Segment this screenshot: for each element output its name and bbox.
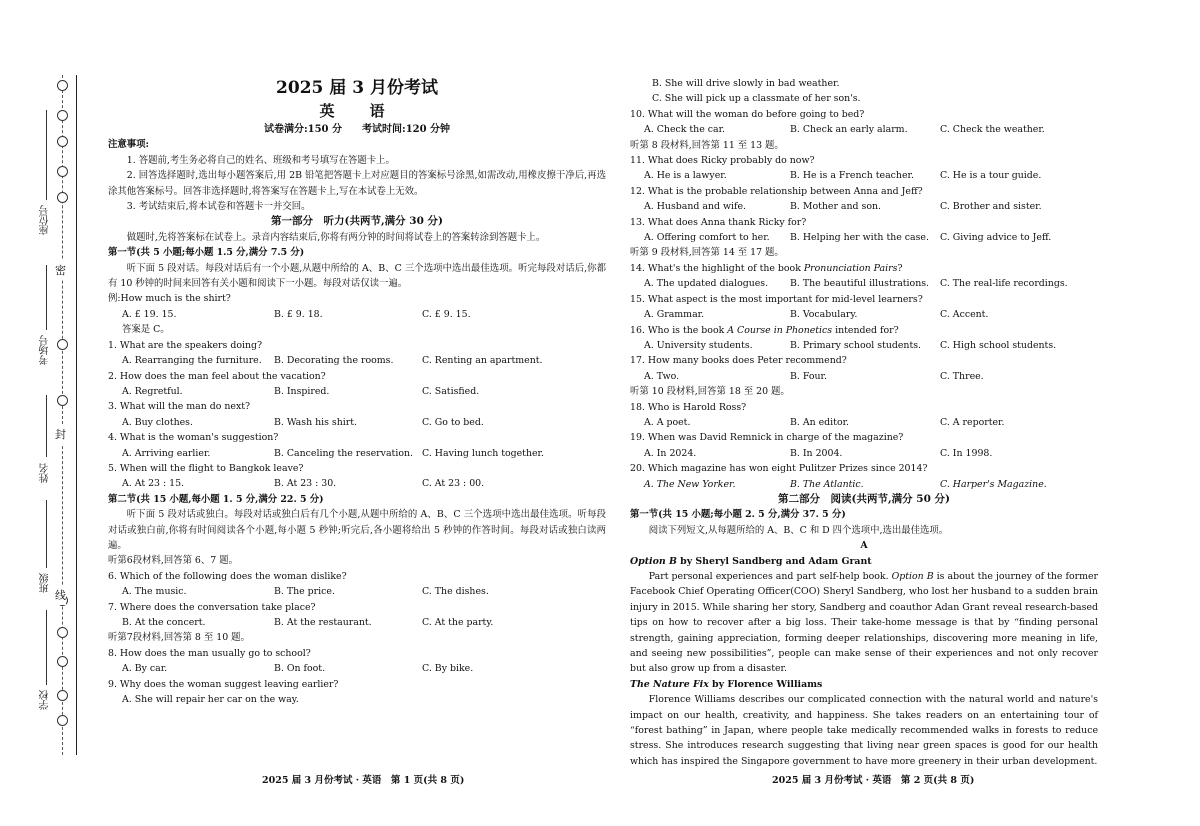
option[interactable]: B. The beautiful illustrations. (790, 278, 930, 290)
option[interactable]: A. Two. (644, 370, 680, 382)
question-group-15 (630, 292, 1098, 323)
option[interactable]: A. Grammar. (644, 309, 705, 321)
room-number-label: 考场号 (40, 335, 51, 365)
example-options (108, 307, 606, 322)
question-text: 11. What does Ricky probably do now? (630, 155, 815, 167)
option[interactable]: B. The price. (274, 586, 335, 598)
option[interactable]: A. A poet. (644, 416, 691, 428)
class-label: 班级 (40, 573, 51, 593)
question-text: 14. What's the highlight of the book (630, 262, 804, 274)
binding-hole (57, 166, 68, 177)
option[interactable]: B. Inspired. (274, 385, 330, 397)
option[interactable]: B. Check an early alarm. (790, 124, 908, 136)
options-row (108, 415, 606, 430)
footer-right: 2025 届 3 月份考试 · 英语 第 2 页(共 8 页) (772, 775, 975, 786)
options-20 (630, 477, 1098, 492)
options-16 (630, 338, 1098, 353)
option[interactable]: C. High school students. (940, 339, 1057, 351)
right-column (630, 76, 1098, 769)
options-row (630, 168, 1098, 183)
part2-heading: 第二部分 阅读(共两节,满分 50 分) (777, 492, 950, 505)
book2-text: Florence Williams describes our complicated connection with the natural world and nature's impact on our health, creativity, and happiness. She takes readers on an entertaining tour of “forest bathing” in Japan, where people take medically recommended walks in forests to reduce stress. She introduces research suggesting that living near green spaces is good for our health which has inspired the Singapore government to have more greenery in their urban development. (630, 694, 1098, 767)
question-text: 3. What will the man do next? (108, 401, 251, 413)
question-group-10 (630, 107, 1098, 138)
option[interactable]: A. Husband and wife. (644, 201, 746, 213)
option[interactable]: C. Satisfied. (422, 385, 480, 397)
question-group-8 (108, 646, 606, 677)
book-author: by Florence Williams (708, 678, 823, 690)
question-text: 16. Who is the book (630, 324, 728, 336)
options-row (108, 384, 606, 399)
book1-heading (630, 554, 1098, 569)
options-row (108, 615, 606, 630)
options-row (630, 199, 1098, 214)
section2-instruction: 听下面 5 段对话或独白。每段对话或独白后有几个小题,从题中所给的 A、B、C 三个选项中选出最佳选项。听每段对话或独白前,你将有时间阅读各个小题,每小题 5 秒钟;听完后,各小题将给出 5 秒钟的作答时间。每段对话或独白读两遍。 (108, 509, 606, 551)
cut-line (62, 75, 63, 755)
question-14 (630, 261, 1098, 276)
binding-hole (57, 395, 68, 406)
cut-char-feng: 封 (55, 424, 66, 444)
section1-heading: 第一节(共 5 小题;每小题 1.5 分,满分 7.5 分) (108, 247, 305, 259)
option[interactable]: A. The music. (122, 586, 187, 598)
note-item: 1. 答题前,考生务必将自己的姓名、班级和考号填写在答题卡上。 (126, 154, 395, 166)
material-intro: 听第 9 段材料,回答第 14 至 17 题。 (630, 247, 784, 259)
option[interactable]: A. Check the car. (644, 124, 726, 136)
binding-line (76, 75, 77, 755)
option[interactable]: C. A reporter. (940, 416, 1005, 428)
options-14 (630, 276, 1098, 291)
question-text: 1. What are the speakers doing? (108, 339, 263, 351)
passage-text: is about the journey of the former Facebook Chief Operating Officer(COO) Sheryl Sandberg, who lost her husband to a sudden brain injury in 2015. While sharing her story, Sandberg and coauthor Adan Grant reveal research-based tips on how to recover after a big loss. Their take-home message is that by “finding personal strength, gaining appreciation, forming deeper relationships, discovering more meaning in life, and seeing new possibilities”, people can make sense of their experiences and not only recover but also grow up from a disaster. (630, 571, 1098, 675)
option[interactable]: C. The dishes. (422, 586, 489, 598)
question-text: 8. How does the man usually go to school? (108, 647, 311, 659)
question-9: 9. Why does the woman suggest leaving earlier? (108, 678, 339, 690)
option[interactable]: C. By bike. (422, 663, 474, 675)
option[interactable]: A. Offering comfort to her. (644, 232, 770, 244)
options-row (630, 415, 1098, 430)
option[interactable]: C. Go to bed. (422, 416, 484, 428)
example-answer: 答案是 C。 (122, 324, 170, 336)
option[interactable]: C. Three. (940, 370, 984, 382)
option[interactable]: A. In 2024. (644, 447, 697, 459)
option[interactable]: B. At the concert. (122, 617, 206, 628)
book-title: Option B (891, 571, 934, 582)
notes-heading: 注意事项: (108, 139, 149, 151)
exam-meta: 试卷满分:150 分 考试时间:120 分钟 (263, 124, 451, 135)
option[interactable]: C. Check the weather. (940, 124, 1045, 136)
binding-hole (57, 339, 68, 350)
options-row (108, 661, 606, 676)
option[interactable]: A. He is a lawyer. (644, 170, 727, 182)
question-text: ? (897, 262, 903, 274)
question-group-6-7 (108, 569, 606, 631)
question-text: intended for? (832, 324, 899, 336)
material-intro: 听第6段材料,回答第 6、7 题。 (108, 555, 238, 567)
option[interactable]: A. University students. (644, 339, 753, 351)
binding-hole (57, 627, 68, 638)
question-text: 2. How does the man feel about the vacation? (108, 370, 326, 382)
binding-hole (57, 192, 68, 203)
note-item: 3. 考试结束后,将本试卷和答题卡一并交回。 (126, 201, 311, 213)
book-title: Option B (630, 555, 677, 567)
part1-instruction: 做题时,先将答案标在试卷上。录音内容结束后,你将有两分钟的时间将试卷上的答案转涂到答题卡上。 (126, 231, 546, 243)
option[interactable]: A. By car. (122, 663, 168, 675)
binding-hole (57, 715, 68, 726)
option[interactable]: B. An editor. (790, 416, 850, 428)
option[interactable]: B. Four. (790, 370, 827, 382)
option[interactable]: C. Renting an apartment. (422, 355, 543, 367)
question-text: 4. What is the woman's suggestion? (108, 432, 279, 444)
option[interactable]: B. Decorating the rooms. (274, 355, 394, 367)
passage-text: Part personal experiences and part self-help book. (648, 571, 892, 582)
example-question: 例:How much is the shirt? (108, 293, 231, 305)
section1-instruction: 听下面 5 段对话。每段对话后有一个小题,从题中所给的 A、B、C 三个选项中选出最佳选项。听完每段对话后,你都有 10 秒钟的时间来回答有关小题和阅读下一小题。每段对话仅读一遍。 (108, 262, 606, 290)
reading-instruction: 阅读下列短文,从每题所给的 A、B、C 和 D 四个选项中,选出最佳选项。 (648, 524, 949, 536)
question-text: 10. What will the woman do before going to bed? (630, 108, 865, 120)
option[interactable]: B. Primary school students. (790, 339, 922, 351)
school-label: 学校 (40, 690, 51, 710)
left-column (108, 76, 606, 707)
book2-heading (630, 677, 1098, 692)
option[interactable]: B. Mother and son. (790, 201, 881, 213)
footer-left: 2025 届 3 月份考试 · 英语 第 1 页(共 8 页) (262, 775, 465, 786)
option[interactable]: C. Harper's Magazine. (940, 478, 1047, 490)
option[interactable]: C. At the party. (422, 617, 494, 628)
name-label: 姓名 (40, 463, 51, 483)
room-number-field[interactable] (46, 265, 47, 330)
question-text: 5. When will the flight to Bangkok leave? (108, 462, 304, 474)
reading-section1-heading: 第一节(共 15 小题;每小题 2. 5 分,满分 37. 5 分) (630, 509, 846, 521)
options-row (630, 230, 1098, 245)
option[interactable]: B. Wash his shirt. (274, 416, 357, 428)
question-group-17 (630, 353, 1098, 384)
name-field[interactable] (46, 395, 47, 457)
cut-char-mi: 密 (55, 260, 66, 280)
question-text: 12. What is the probable relationship between Anna and Jeff? (630, 185, 923, 197)
book-author: by Sheryl Sandberg and Adam Grant (676, 555, 872, 567)
option[interactable]: B. He is a French teacher. (790, 170, 914, 182)
material-intro: 听第 10 段材料,回答第 18 至 20 题。 (630, 386, 790, 398)
book-title: The Nature Fix (630, 678, 709, 690)
option[interactable]: A. Arriving earlier. (122, 447, 211, 459)
seat-number-label: 座位号 (40, 205, 51, 235)
option[interactable]: C. She will pick up a classmate of her son's. (652, 93, 861, 105)
binding-hole (57, 80, 68, 91)
options-row (108, 446, 606, 461)
option[interactable]: A. At 23 : 15. (122, 478, 185, 490)
option[interactable]: A. Regretful. (122, 385, 183, 397)
option[interactable]: C. The real-life recordings. (940, 278, 1068, 290)
options-row (630, 307, 1098, 322)
binding-hole (57, 110, 68, 121)
class-field[interactable] (46, 500, 47, 568)
question-group-1-5 (108, 338, 606, 492)
question-text: 6. Which of the following does the woman dislike? (108, 570, 347, 582)
options-row (108, 476, 606, 491)
question-text: 18. Who is Harold Ross? (630, 401, 747, 413)
section2-heading: 第二节(共 15 小题,每小题 1. 5 分,满分 22. 5 分) (108, 493, 324, 505)
part1-heading: 第一部分 听力(共两节,满分 30 分) (270, 215, 443, 228)
question-text: 7. Where does the conversation take place? (108, 601, 316, 613)
binding-hole (57, 690, 68, 701)
option[interactable]: C. Having lunch together. (422, 447, 544, 459)
option[interactable]: A. £ 19. 15. (122, 308, 177, 320)
option[interactable]: B. At the restaurant. (274, 617, 372, 628)
option[interactable]: B. She will drive slowly in bad weather. (652, 78, 840, 89)
option[interactable]: B. £ 9. 18. (274, 308, 323, 320)
option[interactable]: C. Giving advice to Jeff. (940, 232, 1052, 244)
option[interactable]: A. Rearranging the furniture. (122, 355, 262, 367)
option[interactable]: B. Helping her with the case. (790, 232, 929, 244)
material-intro: 听第7段材料,回答第 8 至 10 题。 (108, 632, 250, 644)
option[interactable]: C. He is a tour guide. (940, 170, 1042, 182)
passage-letter: A (860, 540, 868, 552)
binding-strip (0, 0, 90, 826)
seat-number-field[interactable] (46, 110, 47, 200)
book1-text (630, 569, 1098, 677)
subject-title: 英 语 (319, 102, 395, 120)
question-text: 19. When was David Remnick in charge of the magazine? (630, 432, 904, 444)
question-16 (630, 323, 1098, 338)
school-field[interactable] (46, 610, 47, 685)
question-text: 17. How many books does Peter recommend? (630, 355, 847, 367)
material-intro: 听第 8 段材料,回答第 11 至 13 题。 (630, 139, 784, 151)
option[interactable]: B. In 2004. (790, 447, 843, 459)
cut-char-xian: 线 (55, 585, 66, 605)
option[interactable]: C. Brother and sister. (940, 201, 1042, 213)
binding-hole (57, 656, 68, 667)
exam-title: 2025 届 3 月份考试 (276, 78, 438, 98)
option[interactable]: A. The updated dialogues. (644, 278, 769, 290)
option[interactable]: A. The New Yorker. (644, 478, 736, 490)
binding-hole (57, 136, 68, 147)
options-row (108, 353, 606, 368)
question-20: 20. Which magazine has won eight Pulitzer Prizes since 2014? (630, 463, 928, 475)
option[interactable]: A. Buy clothes. (122, 416, 193, 428)
option[interactable]: C. Accent. (940, 309, 989, 321)
options-row (630, 369, 1098, 384)
option[interactable]: C. In 1998. (940, 447, 993, 459)
options-row (108, 584, 606, 599)
question-text: 13. What does Anna thank Ricky for? (630, 216, 807, 228)
book-title: A Course in Phonetics (727, 324, 833, 336)
question-group-18-19 (630, 400, 1098, 462)
option[interactable]: B. At 23 : 30. (274, 478, 337, 490)
option[interactable]: B. Vocabulary. (790, 309, 858, 321)
option[interactable]: C. At 23 : 00. (422, 478, 485, 490)
option[interactable]: A. She will repair her car on the way. (122, 694, 299, 706)
option[interactable]: B. The Atlantic. (790, 478, 864, 490)
book-title: Pronunciation Pairs (803, 262, 898, 274)
option[interactable]: B. Canceling the reservation. (274, 447, 413, 459)
question-text: 15. What aspect is the most important for mid-level learners? (630, 293, 923, 305)
options-row (630, 446, 1098, 461)
question-group-11-13 (630, 153, 1098, 245)
option[interactable]: B. On foot. (274, 663, 326, 675)
note-item: 2. 回答选择题时,选出每小题答案后,用 2B 铅笔把答题卡上对应题目的答案标号涂黑,如需改动,用橡皮擦干净后,再选涂其他答案标号。回答非选择题时,将答案写在答题卡上,写在本试卷上无效。 (108, 170, 606, 197)
option[interactable]: C. £ 9. 15. (422, 308, 471, 320)
options-row (630, 122, 1098, 137)
